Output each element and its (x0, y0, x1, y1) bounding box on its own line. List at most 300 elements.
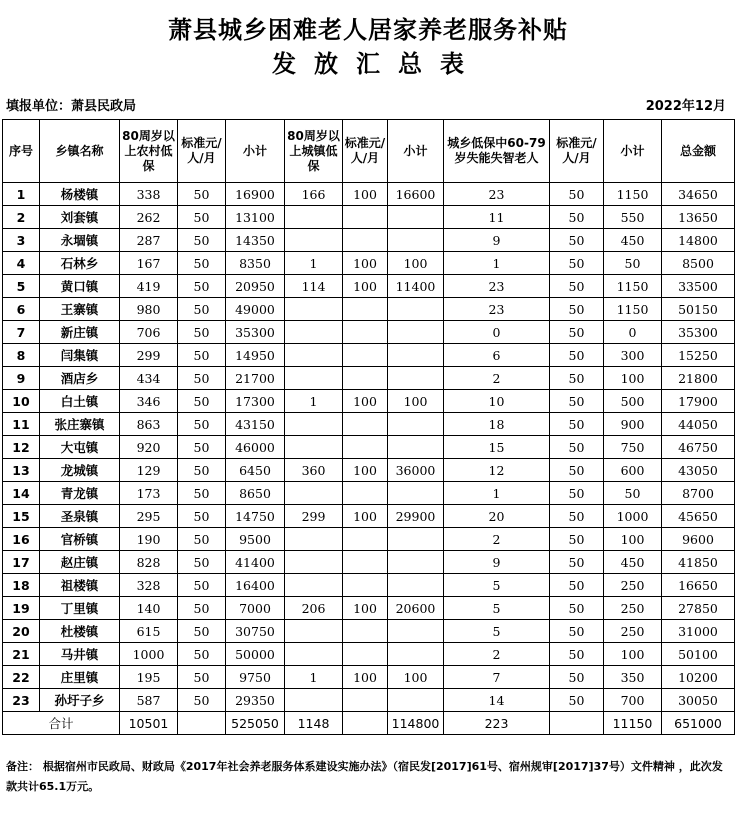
cell-sub3: 250 (604, 620, 662, 643)
cell-disabled: 5 (444, 620, 550, 643)
totals-row (3, 712, 735, 735)
header-town: 乡镇名称 (40, 120, 120, 183)
cell-std3: 50 (550, 413, 604, 436)
cell-sub3: 550 (604, 206, 662, 229)
cell-urban (285, 528, 343, 551)
cell-rural: 615 (120, 620, 178, 643)
cell-sub1: 8350 (226, 252, 285, 275)
cell-std2: 100 (343, 275, 388, 298)
cell-seq: 2 (3, 206, 40, 229)
cell-seq: 5 (3, 275, 40, 298)
cell-total: 8500 (662, 252, 735, 275)
cell-std2 (343, 321, 388, 344)
cell-urban: 299 (285, 505, 343, 528)
cell-total: 50100 (662, 643, 735, 666)
cell-urban (285, 298, 343, 321)
cell-sub1: 14750 (226, 505, 285, 528)
totals-urban: 1148 (285, 712, 343, 735)
cell-total: 33500 (662, 275, 735, 298)
cell-std1: 50 (178, 298, 226, 321)
cell-sub3: 700 (604, 689, 662, 712)
cell-urban (285, 574, 343, 597)
cell-sub2 (388, 367, 444, 390)
cell-rural: 706 (120, 321, 178, 344)
cell-std2 (343, 413, 388, 436)
cell-disabled: 23 (444, 183, 550, 206)
cell-std3: 50 (550, 298, 604, 321)
table-row (3, 298, 735, 321)
cell-sub3: 600 (604, 459, 662, 482)
cell-seq: 8 (3, 344, 40, 367)
cell-sub1: 29350 (226, 689, 285, 712)
cell-seq: 19 (3, 597, 40, 620)
cell-sub3: 0 (604, 321, 662, 344)
cell-disabled: 10 (444, 390, 550, 413)
cell-sub1: 49000 (226, 298, 285, 321)
cell-total: 46750 (662, 436, 735, 459)
cell-sub1: 8650 (226, 482, 285, 505)
cell-std2: 100 (343, 183, 388, 206)
cell-std1: 50 (178, 597, 226, 620)
subsidy-summary-table (2, 119, 735, 735)
totals-sub3: 11150 (604, 712, 662, 735)
cell-sub2 (388, 413, 444, 436)
totals-label: 合计 (3, 712, 120, 735)
cell-sub3: 250 (604, 574, 662, 597)
cell-disabled: 9 (444, 551, 550, 574)
cell-std3: 50 (550, 390, 604, 413)
cell-sub1: 7000 (226, 597, 285, 620)
cell-seq: 10 (3, 390, 40, 413)
cell-town: 杜楼镇 (40, 620, 120, 643)
cell-urban (285, 229, 343, 252)
cell-disabled: 23 (444, 298, 550, 321)
cell-sub2: 16600 (388, 183, 444, 206)
cell-urban (285, 413, 343, 436)
cell-std1: 50 (178, 390, 226, 413)
document-title-line1: 萧县城乡困难老人居家养老服务补贴 (168, 16, 568, 44)
cell-urban (285, 643, 343, 666)
cell-rural: 195 (120, 666, 178, 689)
cell-std2 (343, 643, 388, 666)
cell-sub3: 450 (604, 551, 662, 574)
header-std1: 标准元/人/月 (178, 120, 226, 183)
cell-disabled: 12 (444, 459, 550, 482)
cell-town: 祖楼镇 (40, 574, 120, 597)
table-row (3, 643, 735, 666)
cell-std2: 100 (343, 390, 388, 413)
document-title-line2: 发放汇总表 (272, 50, 482, 78)
cell-std2 (343, 206, 388, 229)
cell-sub1: 21700 (226, 367, 285, 390)
cell-total: 9600 (662, 528, 735, 551)
cell-town: 酒店乡 (40, 367, 120, 390)
cell-sub2 (388, 551, 444, 574)
table-row (3, 689, 735, 712)
cell-disabled: 7 (444, 666, 550, 689)
cell-sub3: 1150 (604, 275, 662, 298)
cell-std1: 50 (178, 528, 226, 551)
cell-std3: 50 (550, 689, 604, 712)
header-std3: 标准元/人/月 (550, 120, 604, 183)
cell-std1: 50 (178, 183, 226, 206)
cell-disabled: 2 (444, 643, 550, 666)
cell-rural: 419 (120, 275, 178, 298)
cell-std3: 50 (550, 321, 604, 344)
header-sub2: 小计 (388, 120, 444, 183)
cell-seq: 15 (3, 505, 40, 528)
cell-total: 14800 (662, 229, 735, 252)
cell-std3: 50 (550, 505, 604, 528)
cell-town: 丁里镇 (40, 597, 120, 620)
cell-std1: 50 (178, 206, 226, 229)
cell-urban: 114 (285, 275, 343, 298)
cell-std1: 50 (178, 229, 226, 252)
cell-seq: 13 (3, 459, 40, 482)
cell-sub1: 9750 (226, 666, 285, 689)
cell-total: 8700 (662, 482, 735, 505)
header-std2: 标准元/人/月 (343, 120, 388, 183)
cell-urban: 206 (285, 597, 343, 620)
cell-std1: 50 (178, 505, 226, 528)
cell-std3: 50 (550, 229, 604, 252)
table-row (3, 574, 735, 597)
cell-std2 (343, 344, 388, 367)
cell-std1: 50 (178, 551, 226, 574)
cell-sub1: 46000 (226, 436, 285, 459)
cell-sub3: 50 (604, 252, 662, 275)
cell-seq: 4 (3, 252, 40, 275)
totals-std2 (343, 712, 388, 735)
cell-disabled: 5 (444, 574, 550, 597)
cell-sub2: 20600 (388, 597, 444, 620)
cell-disabled: 2 (444, 367, 550, 390)
cell-std2 (343, 528, 388, 551)
cell-sub3: 100 (604, 643, 662, 666)
table-row (3, 666, 735, 689)
cell-std3: 50 (550, 620, 604, 643)
totals-std1 (178, 712, 226, 735)
cell-sub2 (388, 229, 444, 252)
cell-total: 21800 (662, 367, 735, 390)
cell-town: 王寨镇 (40, 298, 120, 321)
cell-rural: 920 (120, 436, 178, 459)
cell-rural: 262 (120, 206, 178, 229)
cell-total: 15250 (662, 344, 735, 367)
cell-rural: 140 (120, 597, 178, 620)
cell-sub1: 35300 (226, 321, 285, 344)
cell-std3: 50 (550, 275, 604, 298)
cell-std3: 50 (550, 252, 604, 275)
cell-sub1: 14950 (226, 344, 285, 367)
cell-sub1: 43150 (226, 413, 285, 436)
cell-std3: 50 (550, 597, 604, 620)
cell-seq: 21 (3, 643, 40, 666)
cell-town: 黄口镇 (40, 275, 120, 298)
header-urban: 80周岁以上城镇低保 (285, 120, 343, 183)
cell-sub2 (388, 482, 444, 505)
cell-seq: 14 (3, 482, 40, 505)
cell-town: 赵庄镇 (40, 551, 120, 574)
cell-sub2: 11400 (388, 275, 444, 298)
cell-std1: 50 (178, 574, 226, 597)
cell-sub3: 100 (604, 367, 662, 390)
cell-seq: 3 (3, 229, 40, 252)
table-header-row (3, 120, 735, 183)
table-row (3, 459, 735, 482)
cell-rural: 299 (120, 344, 178, 367)
cell-std2 (343, 551, 388, 574)
table-row (3, 275, 735, 298)
cell-sub2: 29900 (388, 505, 444, 528)
cell-urban (285, 436, 343, 459)
cell-std3: 50 (550, 482, 604, 505)
cell-town: 闫集镇 (40, 344, 120, 367)
cell-std1: 50 (178, 689, 226, 712)
cell-seq: 7 (3, 321, 40, 344)
cell-total: 10200 (662, 666, 735, 689)
cell-total: 45650 (662, 505, 735, 528)
cell-disabled: 1 (444, 482, 550, 505)
cell-sub1: 13100 (226, 206, 285, 229)
cell-disabled: 0 (444, 321, 550, 344)
cell-urban: 1 (285, 252, 343, 275)
cell-seq: 16 (3, 528, 40, 551)
cell-std3: 50 (550, 666, 604, 689)
cell-sub1: 6450 (226, 459, 285, 482)
cell-total: 50150 (662, 298, 735, 321)
totals-rural: 10501 (120, 712, 178, 735)
cell-rural: 587 (120, 689, 178, 712)
cell-std2 (343, 482, 388, 505)
totals-total: 651000 (662, 712, 735, 735)
cell-sub2: 100 (388, 666, 444, 689)
table-row (3, 597, 735, 620)
cell-sub2 (388, 689, 444, 712)
cell-town: 青龙镇 (40, 482, 120, 505)
cell-rural: 828 (120, 551, 178, 574)
cell-sub2 (388, 206, 444, 229)
cell-rural: 346 (120, 390, 178, 413)
cell-urban (285, 689, 343, 712)
cell-std3: 50 (550, 459, 604, 482)
cell-urban (285, 551, 343, 574)
cell-sub1: 30750 (226, 620, 285, 643)
cell-sub3: 300 (604, 344, 662, 367)
cell-town: 永堌镇 (40, 229, 120, 252)
cell-std3: 50 (550, 436, 604, 459)
table-row (3, 528, 735, 551)
cell-std2: 100 (343, 666, 388, 689)
cell-rural: 338 (120, 183, 178, 206)
totals-sub1: 525050 (226, 712, 285, 735)
cell-std2 (343, 229, 388, 252)
cell-disabled: 18 (444, 413, 550, 436)
cell-sub2: 100 (388, 390, 444, 413)
cell-town: 刘套镇 (40, 206, 120, 229)
cell-urban (285, 482, 343, 505)
cell-seq: 11 (3, 413, 40, 436)
cell-rural: 190 (120, 528, 178, 551)
cell-total: 44050 (662, 413, 735, 436)
cell-sub2: 36000 (388, 459, 444, 482)
cell-sub3: 1000 (604, 505, 662, 528)
cell-urban (285, 206, 343, 229)
cell-town: 大屯镇 (40, 436, 120, 459)
cell-std1: 50 (178, 344, 226, 367)
footnote: 备注： 根据宿州市民政局、财政局《2017年社会养老服务体系建设实施办法》（宿民发[2017]61号、宿州规审[2017]37号）文件精神 ，此次发款共计65.1万元。 (6, 760, 723, 793)
table-row (3, 413, 735, 436)
cell-rural: 434 (120, 367, 178, 390)
cell-disabled: 5 (444, 597, 550, 620)
table-row (3, 620, 735, 643)
cell-town: 白土镇 (40, 390, 120, 413)
cell-disabled: 23 (444, 275, 550, 298)
cell-sub1: 17300 (226, 390, 285, 413)
cell-std1: 50 (178, 482, 226, 505)
cell-std1: 50 (178, 436, 226, 459)
cell-seq: 12 (3, 436, 40, 459)
cell-sub2 (388, 620, 444, 643)
cell-rural: 295 (120, 505, 178, 528)
header-rural: 80周岁以上农村低保 (120, 120, 178, 183)
cell-seq: 20 (3, 620, 40, 643)
cell-sub3: 900 (604, 413, 662, 436)
cell-town: 新庄镇 (40, 321, 120, 344)
cell-sub2: 100 (388, 252, 444, 275)
cell-disabled: 1 (444, 252, 550, 275)
cell-seq: 9 (3, 367, 40, 390)
cell-seq: 23 (3, 689, 40, 712)
cell-std1: 50 (178, 643, 226, 666)
reporting-unit: 填报单位：萧县民政局 (6, 99, 137, 114)
cell-std1: 50 (178, 666, 226, 689)
table-row (3, 367, 735, 390)
cell-std3: 50 (550, 574, 604, 597)
cell-total: 35300 (662, 321, 735, 344)
cell-disabled: 15 (444, 436, 550, 459)
cell-rural: 167 (120, 252, 178, 275)
table-row (3, 390, 735, 413)
table-row (3, 252, 735, 275)
table-row (3, 206, 735, 229)
cell-disabled: 14 (444, 689, 550, 712)
cell-town: 官桥镇 (40, 528, 120, 551)
cell-sub2 (388, 344, 444, 367)
table-row (3, 229, 735, 252)
cell-urban: 360 (285, 459, 343, 482)
cell-urban (285, 344, 343, 367)
cell-std1: 50 (178, 620, 226, 643)
cell-seq: 22 (3, 666, 40, 689)
cell-total: 41850 (662, 551, 735, 574)
table-row (3, 436, 735, 459)
table-row (3, 344, 735, 367)
cell-sub3: 1150 (604, 298, 662, 321)
report-date: 2022年12月 (645, 99, 726, 114)
cell-sub2 (388, 298, 444, 321)
cell-urban (285, 620, 343, 643)
cell-seq: 18 (3, 574, 40, 597)
cell-urban: 1 (285, 666, 343, 689)
cell-std2 (343, 574, 388, 597)
cell-town: 石林乡 (40, 252, 120, 275)
cell-total: 13650 (662, 206, 735, 229)
table-row (3, 551, 735, 574)
cell-disabled: 11 (444, 206, 550, 229)
cell-seq: 1 (3, 183, 40, 206)
cell-std3: 50 (550, 528, 604, 551)
cell-urban (285, 321, 343, 344)
cell-town: 杨楼镇 (40, 183, 120, 206)
totals-sub2: 114800 (388, 712, 444, 735)
cell-sub3: 1150 (604, 183, 662, 206)
cell-std3: 50 (550, 344, 604, 367)
cell-std2 (343, 298, 388, 321)
cell-sub3: 450 (604, 229, 662, 252)
cell-std2: 100 (343, 505, 388, 528)
cell-rural: 287 (120, 229, 178, 252)
table-row (3, 505, 735, 528)
cell-urban: 1 (285, 390, 343, 413)
cell-sub1: 14350 (226, 229, 285, 252)
cell-sub1: 16900 (226, 183, 285, 206)
cell-std2 (343, 689, 388, 712)
cell-std3: 50 (550, 643, 604, 666)
cell-sub1: 41400 (226, 551, 285, 574)
cell-std1: 50 (178, 367, 226, 390)
table-row (3, 183, 735, 206)
header-sub1: 小计 (226, 120, 285, 183)
cell-rural: 129 (120, 459, 178, 482)
cell-std2: 100 (343, 459, 388, 482)
totals-disabled: 223 (444, 712, 550, 735)
totals-std3 (550, 712, 604, 735)
cell-sub2 (388, 643, 444, 666)
cell-std2 (343, 367, 388, 390)
cell-total: 30050 (662, 689, 735, 712)
cell-total: 27850 (662, 597, 735, 620)
cell-std2: 100 (343, 597, 388, 620)
cell-total: 34650 (662, 183, 735, 206)
cell-sub3: 250 (604, 597, 662, 620)
cell-sub2 (388, 528, 444, 551)
cell-rural: 1000 (120, 643, 178, 666)
cell-std1: 50 (178, 459, 226, 482)
cell-std3: 50 (550, 551, 604, 574)
table-row (3, 482, 735, 505)
cell-sub3: 50 (604, 482, 662, 505)
cell-rural: 863 (120, 413, 178, 436)
cell-sub1: 16400 (226, 574, 285, 597)
cell-town: 马井镇 (40, 643, 120, 666)
cell-seq: 17 (3, 551, 40, 574)
cell-total: 16650 (662, 574, 735, 597)
cell-std1: 50 (178, 252, 226, 275)
cell-disabled: 9 (444, 229, 550, 252)
cell-std2 (343, 620, 388, 643)
table-body (3, 183, 735, 712)
cell-std3: 50 (550, 367, 604, 390)
cell-seq: 6 (3, 298, 40, 321)
cell-std3: 50 (550, 206, 604, 229)
cell-std2 (343, 436, 388, 459)
cell-town: 张庄寨镇 (40, 413, 120, 436)
cell-sub1: 20950 (226, 275, 285, 298)
cell-sub2 (388, 321, 444, 344)
cell-disabled: 20 (444, 505, 550, 528)
cell-sub3: 500 (604, 390, 662, 413)
